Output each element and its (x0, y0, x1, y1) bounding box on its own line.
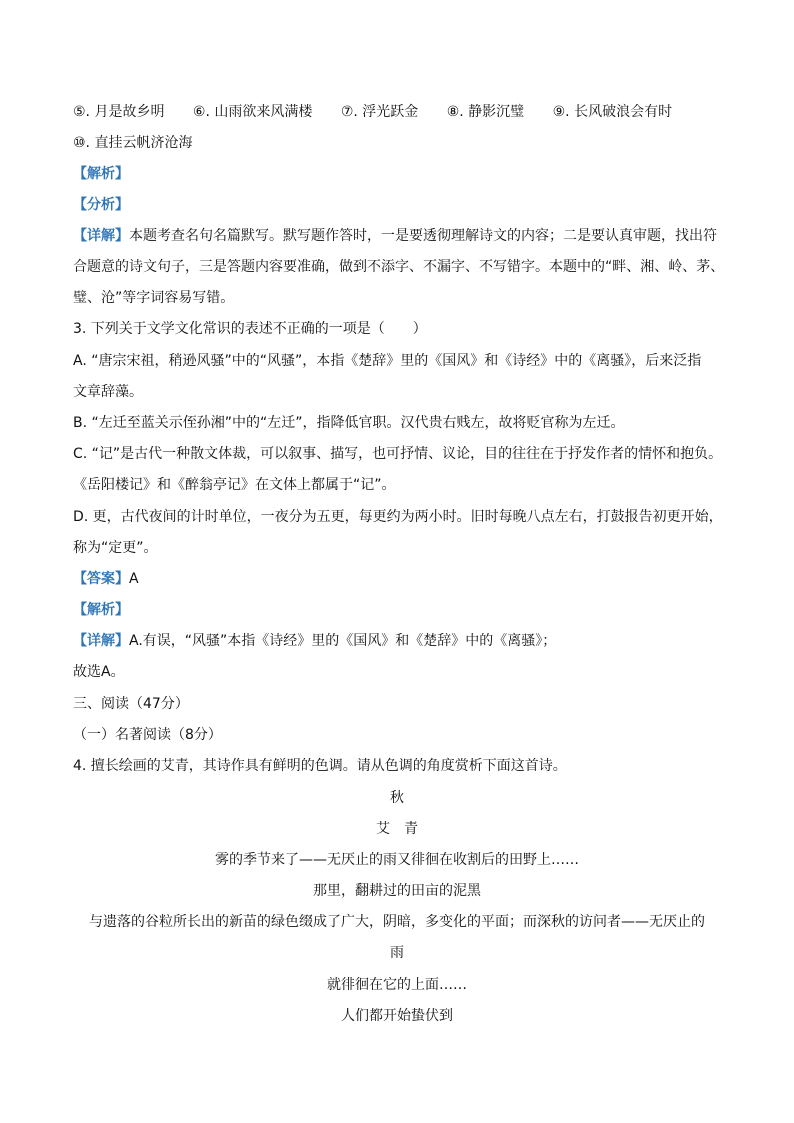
q4-stem: 4. 擅长绘画的艾青，其诗作具有鲜明的色调。请从色调的角度赏析下面这首诗。 (73, 758, 567, 774)
q2-xiangjie-line-1 (73, 227, 717, 245)
q3-option-d-line-1: D. 更，古代夜间的计时单位，一夜分为五更，每更约为两小时。旧时每晚八点左右，打鼓报告初更开始， (73, 509, 723, 525)
answer-item-8: ⑧. 静影沉璧 (446, 104, 525, 120)
poem-line: 那里，翻耕过的田亩的泥黑 (313, 883, 481, 899)
answer-item-6: ⑥. 山雨欲来风满楼 (192, 104, 313, 120)
q2-xiangjie-text-3: 璧、沧”等字词容易写错。 (73, 290, 235, 306)
q2-jiexi-tag: 【解析】 (73, 166, 129, 182)
q2-xiangjie-text-1: 本题考查名句名篇默写。默写题作答时，一是要透彻理解诗文的内容；二是要认真审题，找出符 (129, 228, 717, 244)
poem-line: 雾的季节来了——无厌止的雨又徘徊在收割后的田野上…… (215, 852, 579, 868)
q3-stem: 3. 下列关于文学文化常识的表述不正确的一项是（ ） (73, 321, 427, 337)
q3-xiangjie-text: A.有误，“风骚”本指《诗经》里的《国风》和《楚辞》中的《离骚》； (129, 633, 557, 649)
poem-line: 就徘徊在它的上面…… (327, 977, 467, 993)
answer-item-9: ⑨. 长风破浪会有时 (552, 104, 673, 120)
poem-title: 秋 (390, 790, 404, 806)
answer-item-5: ⑤. 月是故乡明 (73, 104, 165, 120)
q3-conclusion: 故选A。 (73, 664, 125, 680)
q2-xiangjie-tag: 【详解】 (73, 228, 129, 244)
q2-xiangjie-text-2: 合题意的诗文句子，三是答题内容要准确，做到不添字、不漏字、不写错字。本题中的“畔、湘、岭、茅、 (73, 259, 725, 275)
answer-item-7: ⑦. 浮光跃金 (340, 104, 419, 120)
poem-author: 艾 青 (376, 821, 418, 837)
section-heading: 三、阅读（47分） (73, 696, 189, 712)
q3-answer-value: A (129, 571, 139, 587)
q3-option-a-line-1: A. “唐宗宋祖，稍逊风骚”中的“风骚”，本指《楚辞》里的《国风》和《诗经》中的《离骚》，后来泛指 (73, 353, 702, 369)
q3-option-c-line-1: C. “记”是古代一种散文体裁，可以叙事、描写，也可抒情、议论，目的往往在于抒发作者的情怀和抱负。 (73, 446, 723, 462)
poem-line: 人们都开始蛰伏到 (341, 1008, 453, 1024)
q2-fenxi-tag: 【分析】 (73, 197, 129, 213)
poem-line: 与遗落的谷粒所长出的新苗的绿色缀成了广大，阴暗，多变化的平面；而深秋的访问者——无厌止的 (89, 914, 705, 930)
q3-answer-tag: 【答案】 (73, 571, 129, 587)
q3-xiangjie-tag: 【详解】 (73, 633, 129, 649)
q3-jiexi-tag: 【解析】 (73, 602, 129, 618)
subsection-heading: （一）名著阅读（8分） (73, 727, 222, 743)
q3-xiangjie-line (73, 632, 556, 650)
q3-option-a-line-2: 文章辞藻。 (73, 384, 143, 400)
q3-option-b: B. “左迁至蓝关示侄孙湘”中的“左迁”，指降低官职。汉代贵右贱左，故将贬官称为左迁。 (73, 415, 625, 431)
poem-line: 雨 (390, 945, 404, 961)
q3-option-c-line-2: 《岳阳楼记》和《醉翁亭记》在文体上都属于“记”。 (73, 477, 396, 493)
q3-answer-line (73, 570, 139, 588)
fill-answers-row (73, 103, 672, 121)
q3-option-d-line-2: 称为“定更”。 (73, 540, 158, 556)
answer-item-10: ⑩. 直挂云帆济沧海 (73, 135, 193, 151)
